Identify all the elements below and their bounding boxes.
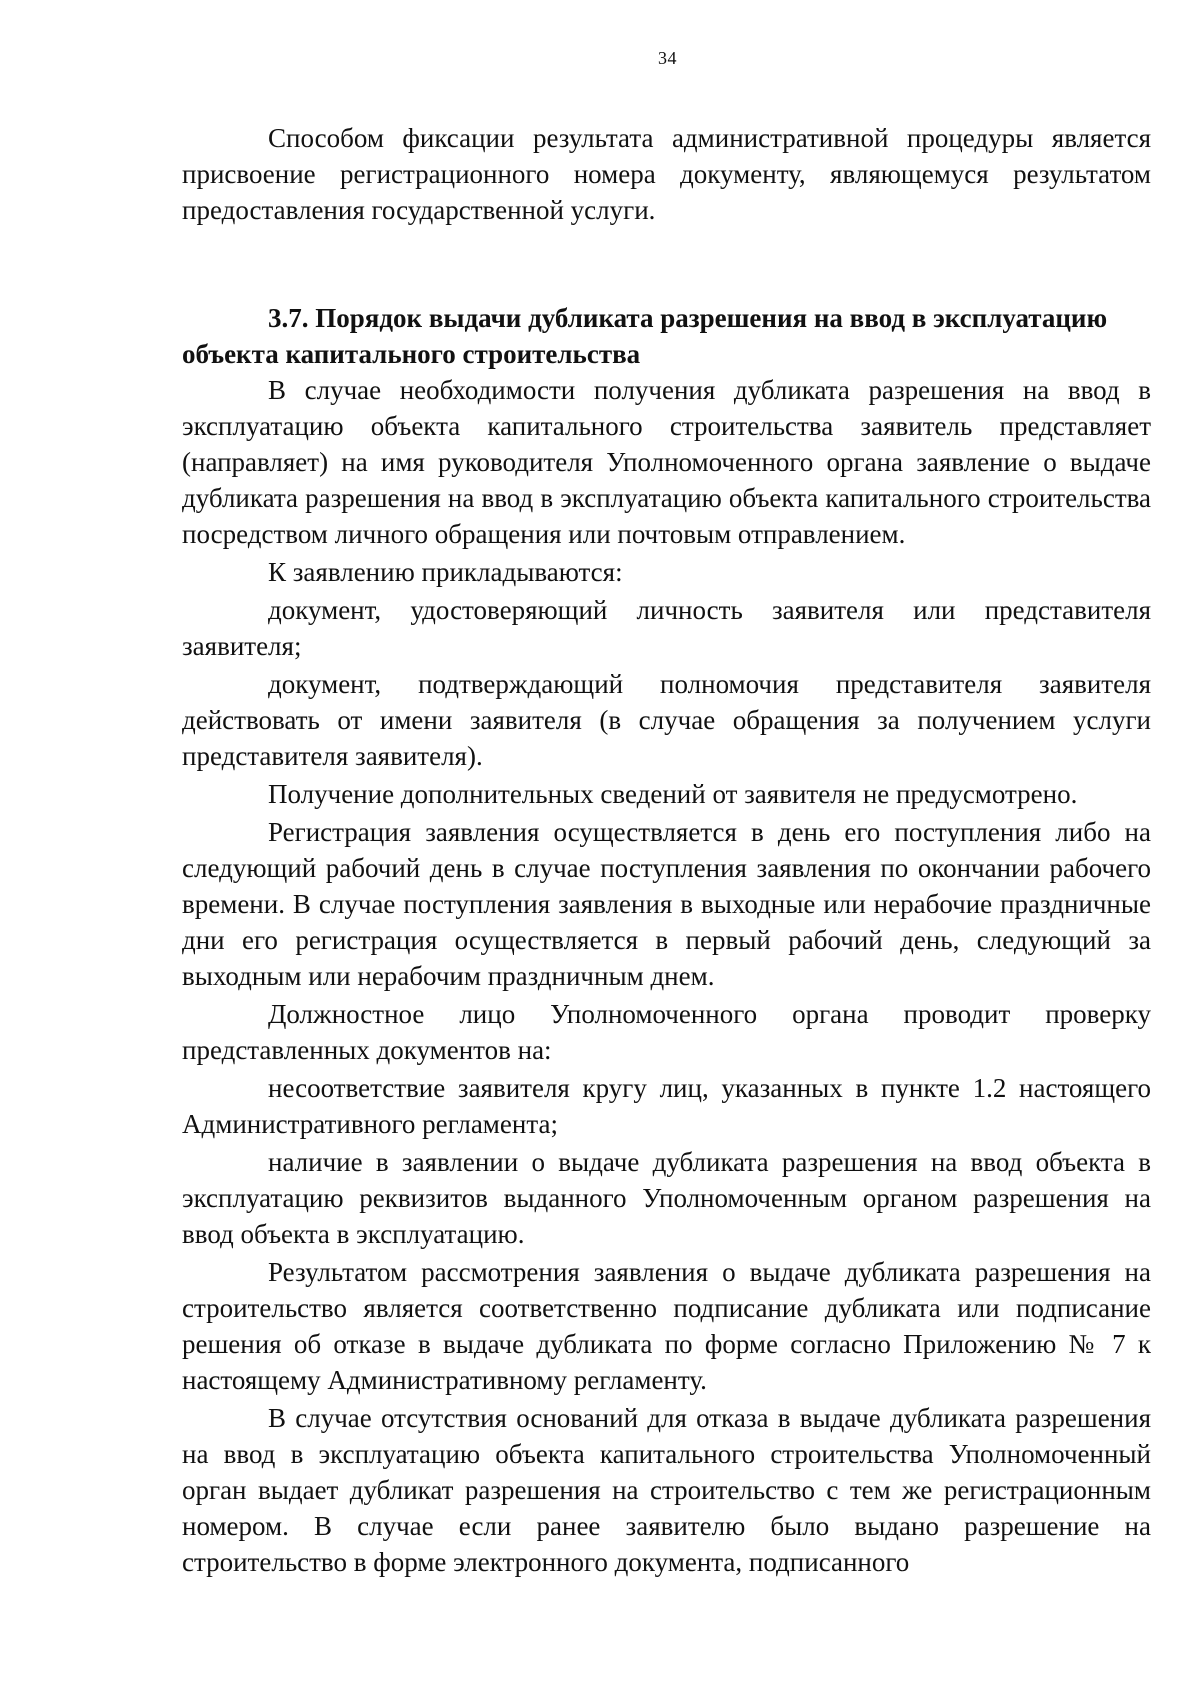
list-item: несоответствие заявителя кругу лиц, указанных в пункте 1.2 настоящего Административного регламента;	[182, 1073, 1151, 1139]
paragraph: Должностное лицо Уполномоченного органа проводит проверку представленных документов на:	[182, 999, 1151, 1065]
document-body	[182, 120, 1151, 1580]
list-item: документ, подтверждающий полномочия представителя заявителя действовать от имени заявителя (в случае обращения за получением услуги представителя заявителя).	[182, 669, 1151, 771]
paragraph: В случае отсутствия оснований для отказа в выдаче дубликата разрешения на ввод в эксплуатацию объекта капитального строительства Уполномоченный орган выдает дубликат разрешения на строительство с тем же регистрационным номером. В случае если ранее заявителю было выдано разрешение на строительство в форме электронного документа, подписанного	[182, 1403, 1151, 1577]
list-item: наличие в заявлении о выдаче дубликата разрешения на ввод объекта в эксплуатацию реквизитов выданного Уполномоченным органом разрешения на ввод объекта в эксплуатацию.	[182, 1147, 1151, 1249]
list-item: документ, удостоверяющий личность заявителя или представителя заявителя;	[182, 595, 1151, 661]
page-number: 34	[658, 48, 677, 68]
paragraph: Результатом рассмотрения заявления о выдаче дубликата разрешения на строительство является соответственно подписание дубликата или подписание решения об отказе в выдаче дубликата по форме согласно Приложению № 7 к настоящему Административному регламенту.	[182, 1257, 1151, 1395]
paragraph: Способом фиксации результата административной процедуры является присвоение регистрационного номера документу, являющемуся результатом предоставления государственной услуги.	[182, 123, 1151, 225]
paragraph: Регистрация заявления осуществляется в день его поступления либо на следующий рабочий день в случае поступления заявления по окончании рабочего времени. В случае поступления заявления в выходные или нерабочие праздничные дни его регистрация осуществляется в первый рабочий день, следующий за выходным или нерабочим праздничным днем.	[182, 817, 1151, 991]
paragraph: К заявлению прикладываются:	[268, 557, 623, 587]
paragraph: Получение дополнительных сведений от заявителя не предусмотрено.	[268, 779, 1078, 809]
section-heading: 3.7. Порядок выдачи дубликата разрешения на ввод в эксплуатацию объекта капитального строительства	[182, 303, 1108, 369]
paragraph: В случае необходимости получения дубликата разрешения на ввод в эксплуатацию объекта капитального строительства заявитель представляет (направляет) на имя руководителя Уполномоченного органа заявление о выдаче дубликата разрешения на ввод в эксплуатацию объекта капитального строительства посредством личного обращения или почтовым отправлением.	[182, 375, 1151, 549]
